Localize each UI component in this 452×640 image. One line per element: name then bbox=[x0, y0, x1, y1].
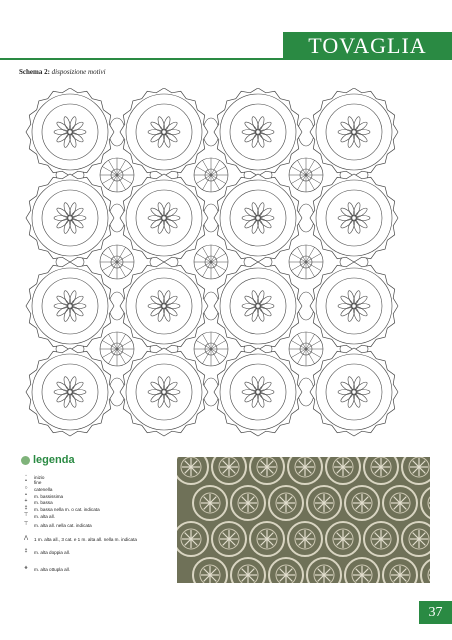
round-motif-edge bbox=[214, 174, 302, 262]
lace-photo bbox=[177, 457, 430, 583]
legend-item: m. bassa nella m. o cat. indicata bbox=[34, 507, 100, 512]
legend-item: catenella bbox=[34, 487, 53, 492]
round-motif-edge bbox=[310, 348, 398, 436]
legend-symbol-icon: ‡ bbox=[24, 548, 28, 554]
round-motif-edge bbox=[120, 262, 208, 350]
legend-item: fine bbox=[34, 480, 42, 485]
page-title: TOVAGLIA bbox=[308, 33, 427, 58]
legend-title: legenda bbox=[33, 454, 75, 466]
legend-symbol-icon: + bbox=[24, 498, 28, 504]
legend-item: m. bassa bbox=[34, 500, 53, 505]
round-motif-edge bbox=[310, 88, 398, 176]
round-motif-edge bbox=[26, 174, 114, 262]
legend-symbol-icon: ⊤ bbox=[23, 521, 29, 527]
title-banner bbox=[283, 32, 452, 58]
page-number-box bbox=[419, 601, 452, 624]
round-motif-edge bbox=[26, 348, 114, 436]
legend-item: m. alta all. bbox=[34, 514, 55, 519]
round-motif-edge bbox=[120, 88, 208, 176]
schema-label: Schema 2: bbox=[19, 68, 50, 76]
page-number: 37 bbox=[428, 605, 443, 620]
round-motif-edge bbox=[26, 262, 114, 350]
legend-item: m. alta all. nella cat. indicata bbox=[34, 523, 92, 528]
header-rule bbox=[0, 58, 452, 60]
legend-item: m. alta ottupla all. bbox=[34, 567, 71, 572]
schema-caption bbox=[19, 68, 106, 76]
legend-item: m. alta doppia all. bbox=[34, 550, 71, 555]
legend-symbol-icon: ◦ bbox=[25, 473, 27, 479]
legend-symbol-icon: ⋀ bbox=[23, 535, 29, 541]
round-motif-edge bbox=[310, 174, 398, 262]
crochet-diagram bbox=[18, 88, 432, 442]
legend-symbol-icon: ⧺ bbox=[23, 565, 29, 571]
legend-item: inizio bbox=[34, 475, 45, 480]
schema-caption-text: disposizione motivi bbox=[51, 68, 106, 76]
legend-symbol-icon: ○ bbox=[24, 485, 28, 491]
round-motif-edge bbox=[214, 348, 302, 436]
legend-item: 1 m. alta all., 3 cat. e 1 m. alta all. nella m. indicata bbox=[34, 537, 137, 542]
round-motif-edge bbox=[214, 88, 302, 176]
legend-symbol-icon: ⊤ bbox=[23, 512, 29, 518]
round-motif-edge bbox=[310, 262, 398, 350]
legend-item: m. bassissima bbox=[34, 494, 64, 499]
legend-symbol-icon: • bbox=[25, 492, 27, 498]
round-motif-edge bbox=[214, 262, 302, 350]
round-motif-edge bbox=[26, 88, 114, 176]
round-motif-edge bbox=[120, 348, 208, 436]
round-motif-edge bbox=[120, 174, 208, 262]
bullet-icon bbox=[21, 456, 30, 465]
legend-symbol-icon: • bbox=[25, 478, 27, 484]
legend-symbol-icon: ‡ bbox=[24, 505, 28, 511]
